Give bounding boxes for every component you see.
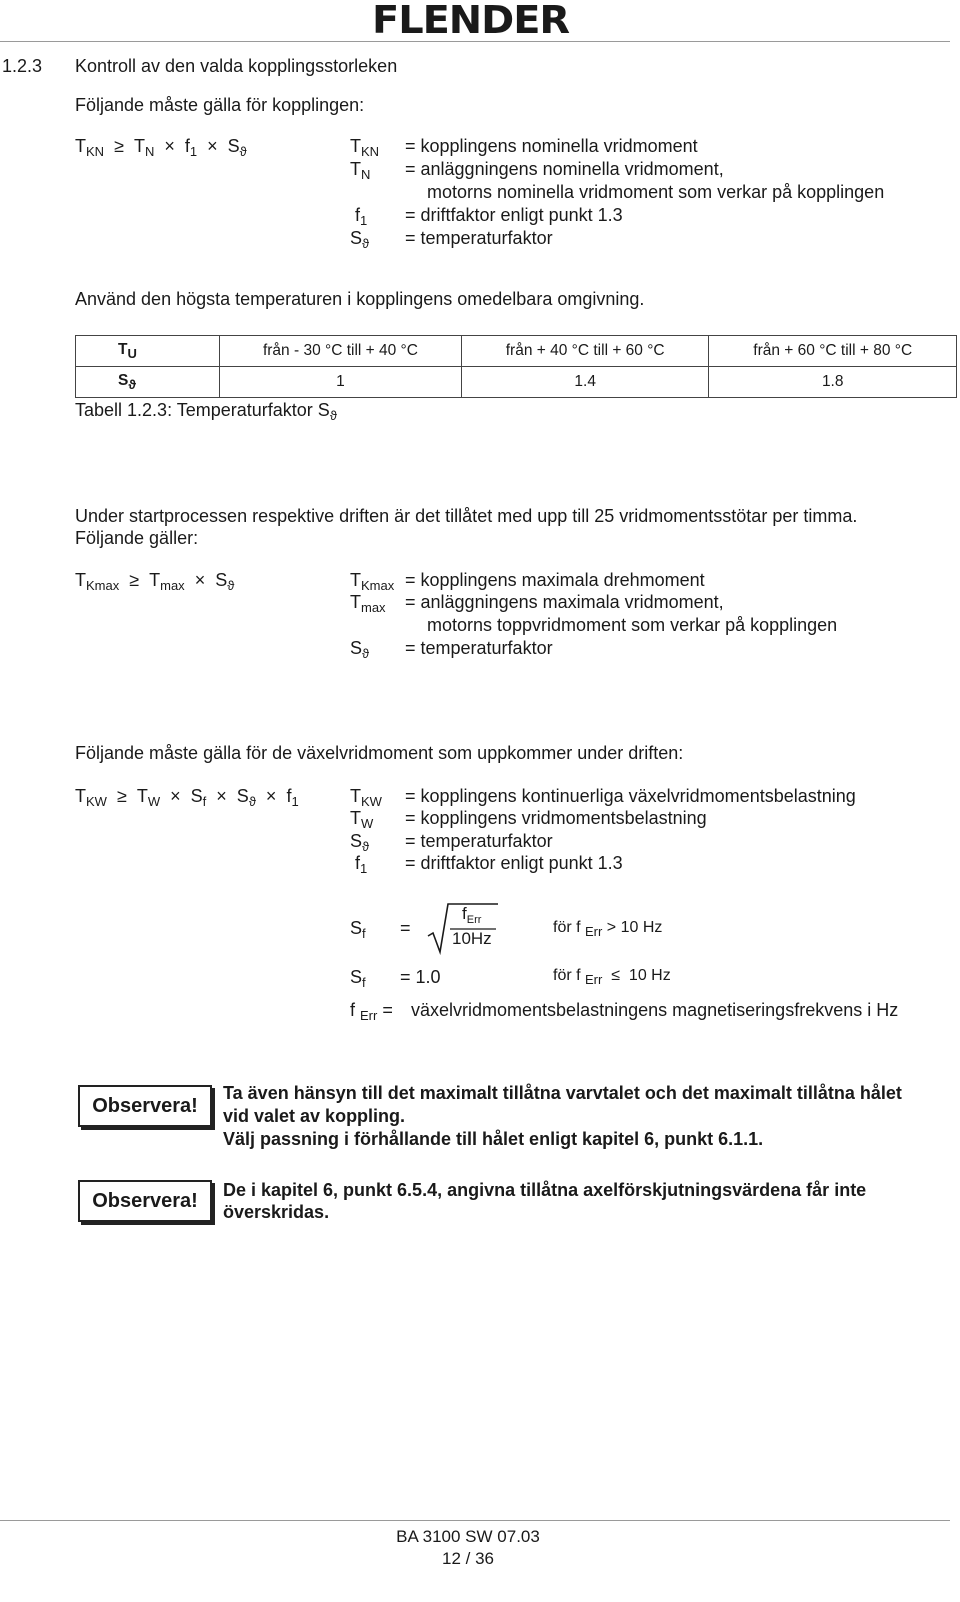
section-number: 1.2.3 [2, 56, 43, 76]
def-tmax-sym: $T_{max}$ [350, 592, 386, 615]
def-tn: = anläggningens nominella vridmoment, [405, 159, 724, 179]
paragraph-3a: Under startprocessen respektive driften är det tillåtet med upp till 25 vridmomentsstötar per timma. [75, 506, 858, 526]
sf-equals: = [400, 918, 411, 938]
def-s3-sym: $S_ϑ$ [350, 831, 370, 854]
table-cell: 1 [220, 367, 462, 398]
note-1-line-2: vid valet av koppling. [223, 1106, 406, 1126]
def-s3: = temperaturfaktor [405, 831, 553, 851]
def-s2-sym: $S_ϑ$ [350, 638, 370, 661]
def-tkw-sym: $T_{KW}$ [350, 786, 382, 809]
formula-tkw: $T_{KW} \ge T_W \times S_f \times S_ϑ \times f_1$ [75, 786, 299, 809]
table-cell: från + 40 °C till + 60 °C [461, 336, 709, 367]
paragraph-3b: Följande gäller: [75, 528, 199, 548]
def-f1-sym: $f_1$ [355, 205, 368, 228]
sf-condition-1: för f $_{Err}$ > 10 Hz [553, 919, 663, 939]
def-tkmax: = kopplingens maximala drehmoment [405, 570, 705, 590]
table-head-s: $S_ϑ$ [76, 367, 220, 398]
footer-rule [0, 1520, 950, 1521]
section-title: Kontroll av den valda kopplingsstorleken [75, 56, 398, 76]
note-2-line-2: överskridas. [223, 1202, 330, 1222]
def-tn-cont: motorns nominella vridmoment som verkar på kopplingen [427, 182, 885, 202]
formula-tkmax: $T_{Kmax} \ge T_{max} \times S_ϑ$ [75, 570, 235, 593]
paragraph-2: Använd den högsta temperaturen i kopplingens omedelbara omgivning. [75, 289, 645, 309]
sf-condition-2: för f $_{Err}$ ≤ 10 Hz [553, 967, 671, 987]
note-1-line-3: Välj passning i förhållande till hålet enligt kapitel 6, punkt 6.1.1. [223, 1129, 764, 1149]
sqrt-numerator: $f_{Err}$ [462, 904, 482, 926]
sf2-equals: = 1.0 [400, 967, 441, 987]
ferr-symbol: f $_{Err}$ = [350, 1000, 393, 1023]
def-tw-sym: $T_W$ [350, 808, 374, 831]
table-row [76, 367, 957, 398]
footer-doc: BA 3100 SW 07.03 [396, 1527, 540, 1546]
def-f13-sym: $f_1$ [355, 853, 368, 876]
table-cell: från - 30 °C till + 40 °C [220, 336, 462, 367]
def-tkw: = kopplingens kontinuerliga växelvridmomentsbelastning [405, 786, 856, 806]
flender-logo: FLENDER [372, 0, 570, 42]
def-f1: = driftfaktor enligt punkt 1.3 [405, 205, 623, 225]
formula-tkn: $T_{KN} \ge T_N \times f_1 \times S_ϑ$ [75, 136, 247, 159]
footer-page: 12 / 36 [442, 1549, 494, 1568]
sqrt-denominator: 10Hz [452, 929, 492, 948]
def-tw: = kopplingens vridmomentsbelastning [405, 808, 707, 828]
table-caption: Tabell 1.2.3: Temperaturfaktor $S_ϑ$ [75, 400, 337, 423]
table-cell: från + 60 °C till + 80 °C [709, 336, 957, 367]
note-1-line-1: Ta även hänsyn till det maximalt tillåtna varvtalet och det maximalt tillåtna hålet [223, 1083, 902, 1103]
note-label-2: Observera! [78, 1180, 212, 1222]
note-2-line-1: De i kapitel 6, punkt 6.5.4, angivna tillåtna axelförskjutningsvärdena får inte [223, 1180, 867, 1200]
def-tmax-cont: motorns toppvridmoment som verkar på kopplingen [427, 615, 838, 635]
table-row [76, 336, 957, 367]
header-rule [0, 41, 950, 42]
note-label-1: Observera! [78, 1085, 212, 1127]
def-tkmax-sym: $T_{Kmax}$ [350, 570, 395, 593]
sf2-symbol: $S_f$ [350, 967, 366, 990]
table-cell: 1.8 [709, 367, 957, 398]
def-f13: = driftfaktor enligt punkt 1.3 [405, 853, 623, 873]
sf-symbol: $S_f$ [350, 918, 366, 941]
table-cell: 1.4 [461, 367, 709, 398]
def-s2: = temperaturfaktor [405, 638, 553, 658]
table-head-tu: $T_U$ [76, 336, 220, 367]
paragraph-4: Följande måste gälla för de växelvridmoment som uppkommer under driften: [75, 743, 684, 763]
temperature-table [75, 335, 957, 398]
def-tmax: = anläggningens maximala vridmoment, [405, 592, 724, 612]
def-s-sym: $S_ϑ$ [350, 228, 370, 251]
ferr-definition: växelvridmomentsbelastningens magnetiseringsfrekvens i Hz [411, 1000, 899, 1020]
def-s: = temperaturfaktor [405, 228, 553, 248]
def-tkn-sym: $T_{KN}$ [350, 136, 380, 159]
def-tkn: = kopplingens nominella vridmoment [405, 136, 698, 156]
paragraph-1: Följande måste gälla för kopplingen: [75, 95, 365, 115]
def-tn-sym: $T_N$ [350, 159, 371, 182]
